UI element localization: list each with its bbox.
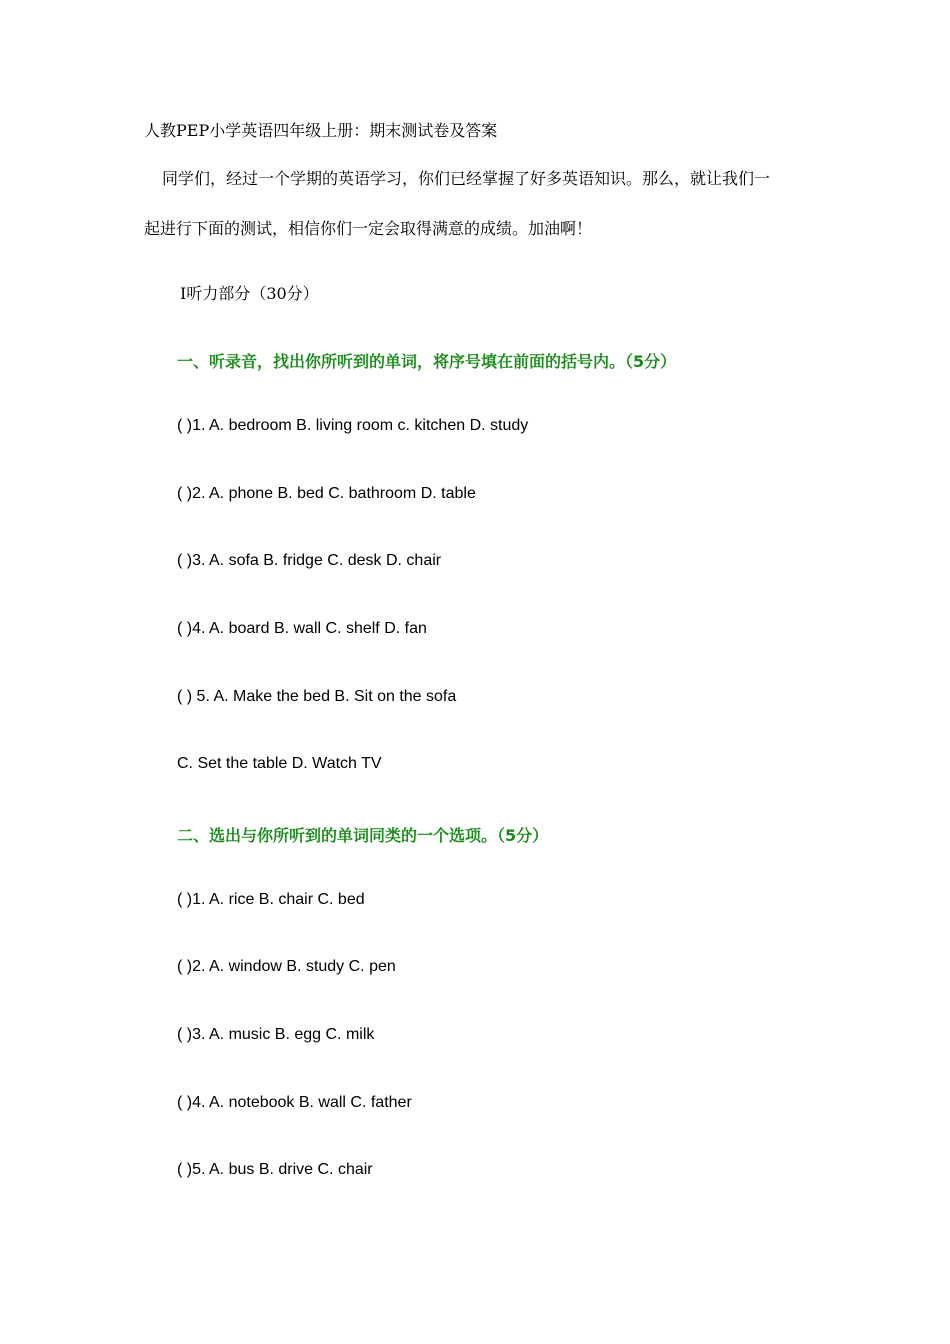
- section-2-item: ( )4. A. notebook B. wall C. father: [177, 1094, 412, 1111]
- document-title: 人教PEP小学英语四年级上册：期末测试卷及答案: [144, 121, 498, 140]
- section-2-item: ( )1. A. rice B. chair C. bed: [177, 891, 365, 908]
- section-1-item: ( )3. A. sofa B. fridge C. desk D. chair: [177, 552, 442, 569]
- part-heading: Ⅰ听力部分（30分）: [180, 284, 319, 303]
- section-1-item: ( )1. A. bedroom B. living room c. kitchen D. study: [177, 417, 529, 434]
- intro-line-1: 同学们，经过一个学期的英语学习，你们已经掌握了好多英语知识。那么，就让我们一: [162, 169, 771, 188]
- section-1-heading: 一、听录音，找出你所听到的单词，将序号填在前面的括号内。（5分）: [177, 352, 677, 371]
- section-2-heading: 二、选出与你所听到的单词同类的一个选项。（5分）: [177, 826, 549, 845]
- section-2-item: ( )3. A. music B. egg C. milk: [177, 1026, 375, 1043]
- intro-line-2: 起进行下面的测试，相信你们一定会取得满意的成绩。加油啊！: [144, 219, 593, 238]
- section-1-item-continuation: C. Set the table D. Watch TV: [177, 755, 382, 772]
- section-1-item: ( ) 5. A. Make the bed B. Sit on the sofa: [177, 688, 457, 705]
- section-2-item: ( )5. A. bus B. drive C. chair: [177, 1161, 373, 1178]
- section-1-item: ( )4. A. board B. wall C. shelf D. fan: [177, 620, 427, 637]
- section-1-item: ( )2. A. phone B. bed C. bathroom D. table: [177, 485, 476, 502]
- section-2-item: ( )2. A. window B. study C. pen: [177, 958, 396, 975]
